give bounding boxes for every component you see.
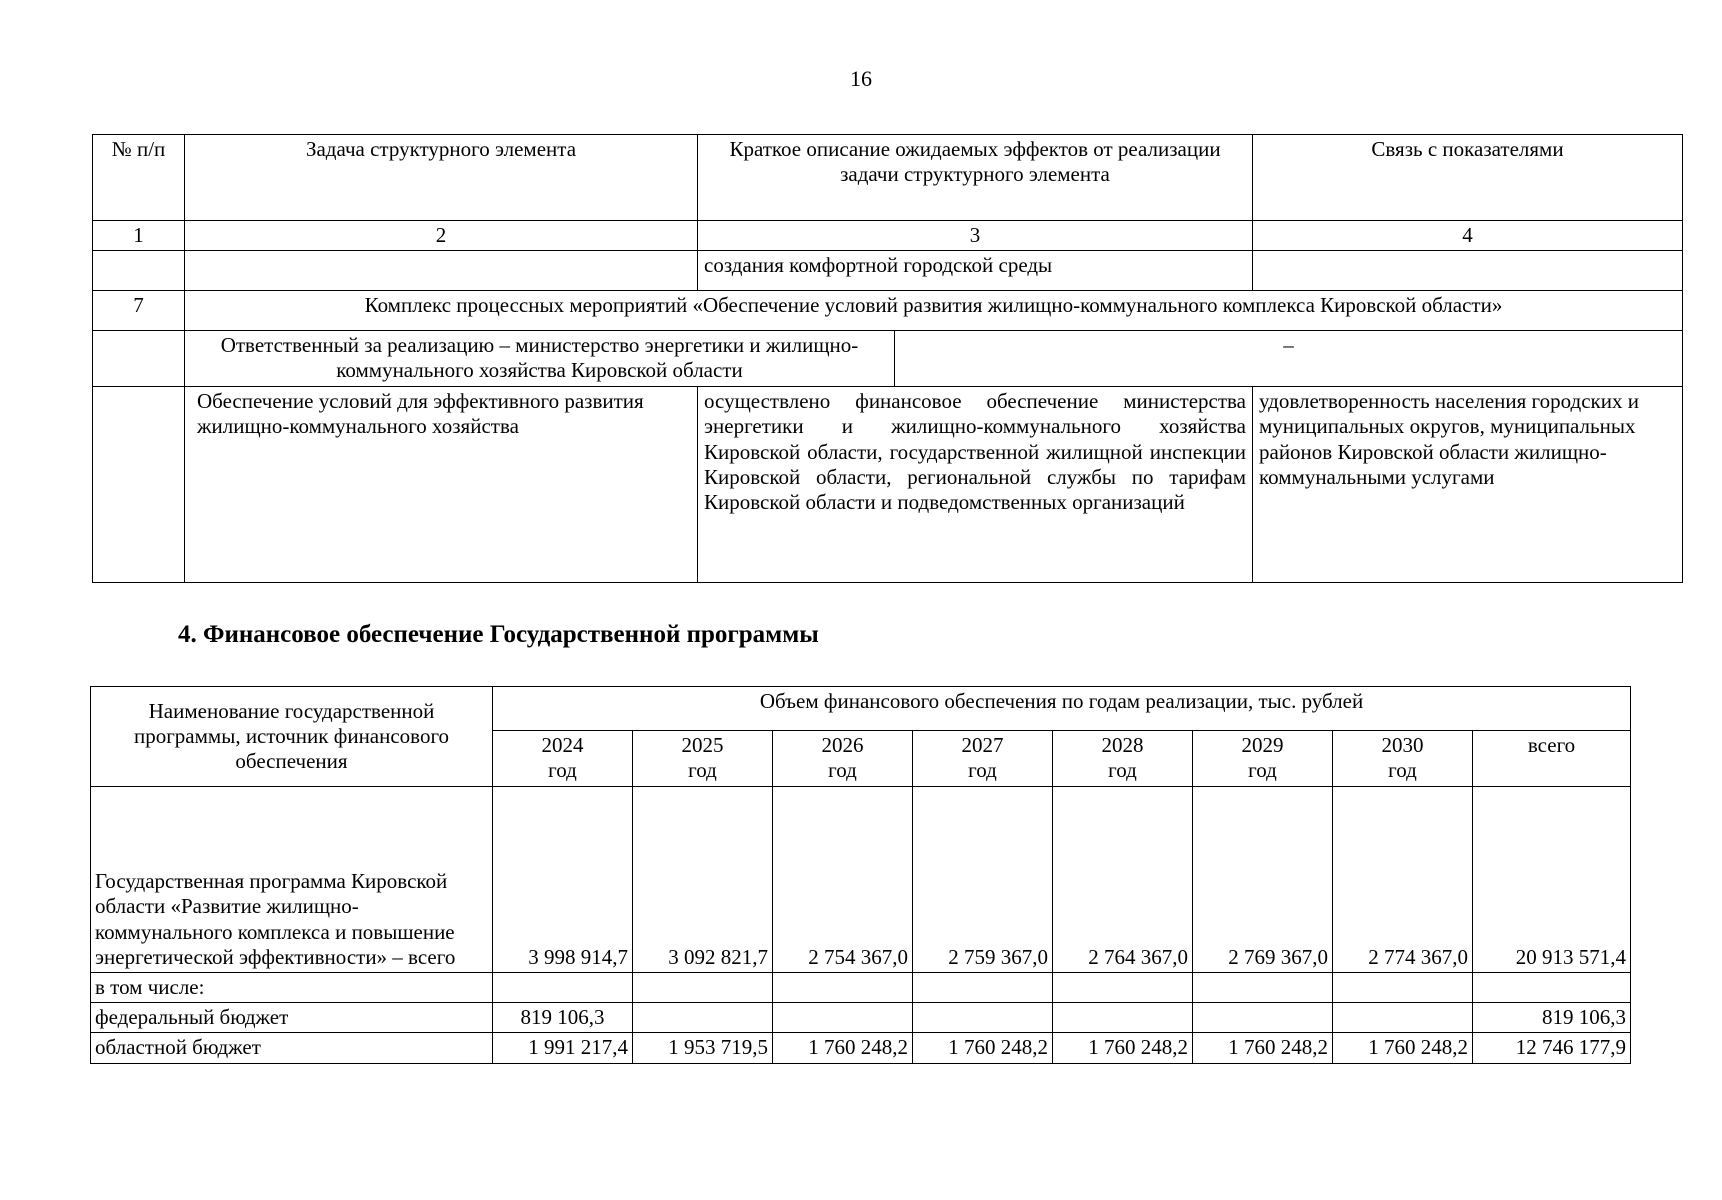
header-number: № п/п xyxy=(93,135,185,221)
total-cell: 20 913 571,4 xyxy=(1473,787,1631,973)
total-header: всего xyxy=(1473,731,1631,787)
header-effects: Краткое описание ожидаемых эффектов от реализации задачи структурного элемента xyxy=(698,135,1253,221)
value-cell: 2 759 367,0 xyxy=(913,787,1053,973)
responsible-value: – xyxy=(895,331,1683,387)
continuation-text: создания комфортной городской среды xyxy=(698,251,1253,291)
row-label: федеральный бюджет xyxy=(91,1003,493,1033)
col-number-4: 4 xyxy=(1253,221,1683,251)
header-task: Задача структурного элемента xyxy=(185,135,698,221)
value-cell: 1 760 248,2 xyxy=(1053,1033,1193,1063)
table-row xyxy=(91,787,1631,973)
value-cell: 3 092 821,7 xyxy=(633,787,773,973)
total-cell: 819 106,3 xyxy=(1473,1003,1631,1033)
table-row xyxy=(91,1003,1631,1033)
structural-elements-table xyxy=(92,134,1683,583)
header-indicators: Связь с показателями xyxy=(1253,135,1683,221)
table-row xyxy=(93,291,1683,331)
name-header: Наименование государственной программы, источник финансового обеспечения xyxy=(91,687,493,787)
table-row xyxy=(93,251,1683,291)
value-cell: 1 991 217,4 xyxy=(493,1033,633,1063)
year-2024: 2024 год xyxy=(493,731,633,787)
page-number: 16 xyxy=(850,66,872,91)
value-cell: 1 760 248,2 xyxy=(773,1033,913,1063)
value-cell: 2 769 367,0 xyxy=(1193,787,1333,973)
col-number-1: 1 xyxy=(93,221,185,251)
row-label: в том числе: xyxy=(91,973,493,1003)
value-cell: 1 760 248,2 xyxy=(1333,1033,1473,1063)
task-text: Обеспечение условий для эффективного развития жилищно-коммунального хозяйства xyxy=(185,387,698,583)
value-cell: 819 106,3 xyxy=(493,1003,633,1033)
process-complex-title: Комплекс процессных мероприятий «Обеспечение условий развития жилищно-коммунального комплекса Кировской области» xyxy=(185,291,1683,331)
financing-header-row xyxy=(91,687,1631,731)
col-number-2: 2 xyxy=(185,221,698,251)
value-cell: 2 754 367,0 xyxy=(773,787,913,973)
year-2028: 2028 год xyxy=(1053,731,1193,787)
table-row xyxy=(93,331,1683,387)
volume-header: Объем финансового обеспечения по годам реализации, тыс. рублей xyxy=(493,687,1631,731)
year-2030: 2030 год xyxy=(1333,731,1473,787)
col-number-3: 3 xyxy=(698,221,1253,251)
section-title: 4. Финансовое обеспечение Государственной программы xyxy=(178,621,819,648)
total-cell: 12 746 177,9 xyxy=(1473,1033,1631,1063)
table-row xyxy=(91,1033,1631,1063)
year-2029: 2029 год xyxy=(1193,731,1333,787)
year-2027: 2027 год xyxy=(913,731,1053,787)
value-cell: 2 764 367,0 xyxy=(1053,787,1193,973)
value-cell: 1 760 248,2 xyxy=(1193,1033,1333,1063)
table-header-row xyxy=(93,135,1683,221)
value-cell: 1 760 248,2 xyxy=(913,1033,1053,1063)
value-cell: 2 774 367,0 xyxy=(1333,787,1473,973)
year-2025: 2025 год xyxy=(633,731,773,787)
row-label: областной бюджет xyxy=(91,1033,493,1063)
effect-text: осуществлено финансовое обеспечение министерства энергетики и жилищно-коммунального хозяйства Кировской области, государственной жилищной инспекции Кировской области, региональной службы по тарифам Кировской области и подведомственных организаций xyxy=(698,387,1253,583)
value-cell: 1 953 719,5 xyxy=(633,1033,773,1063)
table-row xyxy=(91,973,1631,1003)
year-2026: 2026 год xyxy=(773,731,913,787)
row-number: 7 xyxy=(93,291,185,331)
row-label: Государственная программа Кировской области «Развитие жилищно-коммунального комплекса и повышение энергетической эффективности» – всего xyxy=(91,787,493,973)
indicator-text: удовлетворенность населения городских и муниципальных округов, муниципальных районов Кировской области жилищно-коммунальными услугами xyxy=(1253,387,1683,583)
responsible-text: Ответственный за реализацию – министерство энергетики и жилищно-коммунального хозяйства Кировской области xyxy=(185,331,895,387)
value-cell: 3 998 914,7 xyxy=(493,787,633,973)
table-row xyxy=(93,387,1683,583)
financing-table xyxy=(90,686,1631,1064)
column-numbers-row xyxy=(93,221,1683,251)
